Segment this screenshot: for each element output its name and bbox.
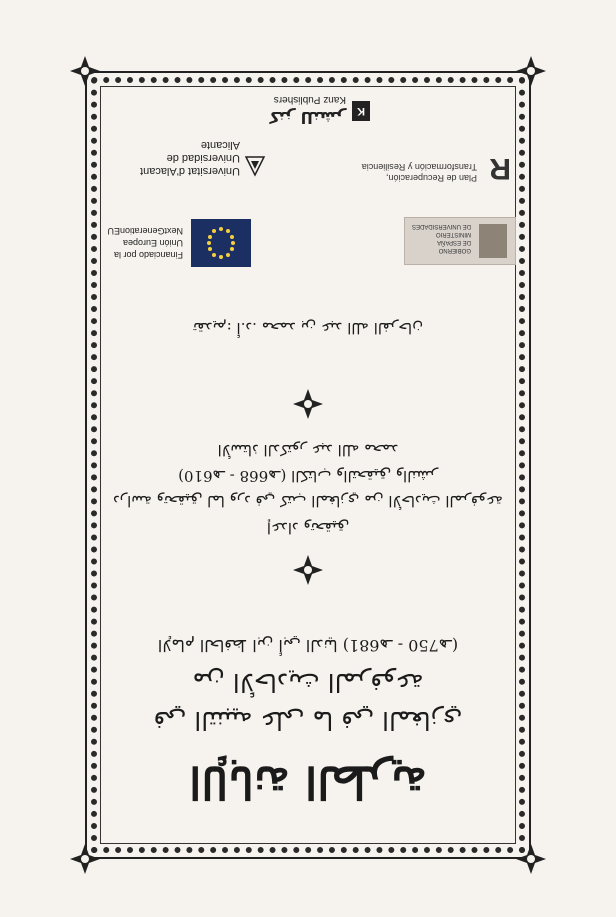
ministry-text-line: GOBIERNO: [438, 247, 471, 253]
university-triangle-icon: [244, 155, 266, 177]
book-title: الإبانة الطرية: [189, 756, 427, 807]
university-alicante-logo: [126, 141, 266, 181]
recovery-plan-logo: [341, 137, 511, 187]
ministry-text: [412, 222, 471, 254]
recovery-plan-line: Transformación y Resiliencia: [361, 162, 477, 172]
university-name-line: Universidad de Alicante: [166, 139, 240, 164]
university-name-line: Universitat d'Alacant: [140, 165, 240, 177]
university-name: [126, 138, 240, 177]
eu-flag-icon: [191, 219, 251, 267]
foreword-line: تقديم: أ.د. محمد بن عبد الله الفرحان: [192, 319, 424, 337]
original-author-line: الإمام الحافظ ابن أبي الدنيا (681هـ - 750هـ): [157, 636, 459, 655]
publisher-name-arabic: كنز للنشر: [269, 108, 346, 127]
ministry-logo: [404, 217, 516, 265]
divider-ornament-icon: [291, 553, 325, 587]
publisher-logo: [244, 91, 370, 127]
eu-text-line: Financiado por la: [113, 250, 183, 260]
ministry-text-line: DE UNIVERSIDADES: [411, 223, 471, 229]
preparation-desc-line-1: دراسة وتحقيق لما ورد في كتب المغازي من الأحاديث المرفوعة: [113, 492, 503, 510]
spain-coat-of-arms-icon: [479, 224, 507, 258]
eu-text-line: Unión Europea: [122, 238, 183, 248]
subtitle-line-2: من الأحاديث المرفوعة: [192, 668, 424, 697]
preparation-description: [100, 463, 516, 513]
book-subtitle: [100, 663, 516, 739]
divider-ornament-icon: [291, 387, 325, 421]
subtitle-line-1: في التنبيه على ما في المغازي: [153, 706, 463, 735]
eu-text-line: NextGenerationEU: [107, 226, 183, 236]
recovery-plan-mark-icon: R: [489, 152, 511, 185]
corner-ornament-icon: [68, 54, 102, 88]
publisher-mark-icon: K: [352, 101, 370, 121]
editor-name: الأستاذ الدكتور عبد الله محمد: [217, 441, 399, 459]
preparation-desc-line-2: (610هـ - 668هـ) الكتاب والتحقيق والنشر: [178, 467, 438, 485]
preparation-label: إعداد وتحقيق: [266, 519, 350, 537]
corner-ornament-icon: [68, 842, 102, 876]
ministry-text-line: MINISTERIO: [435, 231, 471, 237]
recovery-plan-text: [362, 161, 477, 183]
corner-ornament-icon: [514, 54, 548, 88]
eu-funding-text: [107, 225, 183, 261]
publisher-name-english: Kanz Publishers: [273, 94, 346, 105]
corner-ornament-icon: [514, 842, 548, 876]
eu-funding-logo: [101, 207, 251, 267]
recovery-plan-line: Plan de Recuperación,: [385, 173, 477, 183]
ministry-text-line: DE ESPAÑA: [437, 239, 471, 245]
